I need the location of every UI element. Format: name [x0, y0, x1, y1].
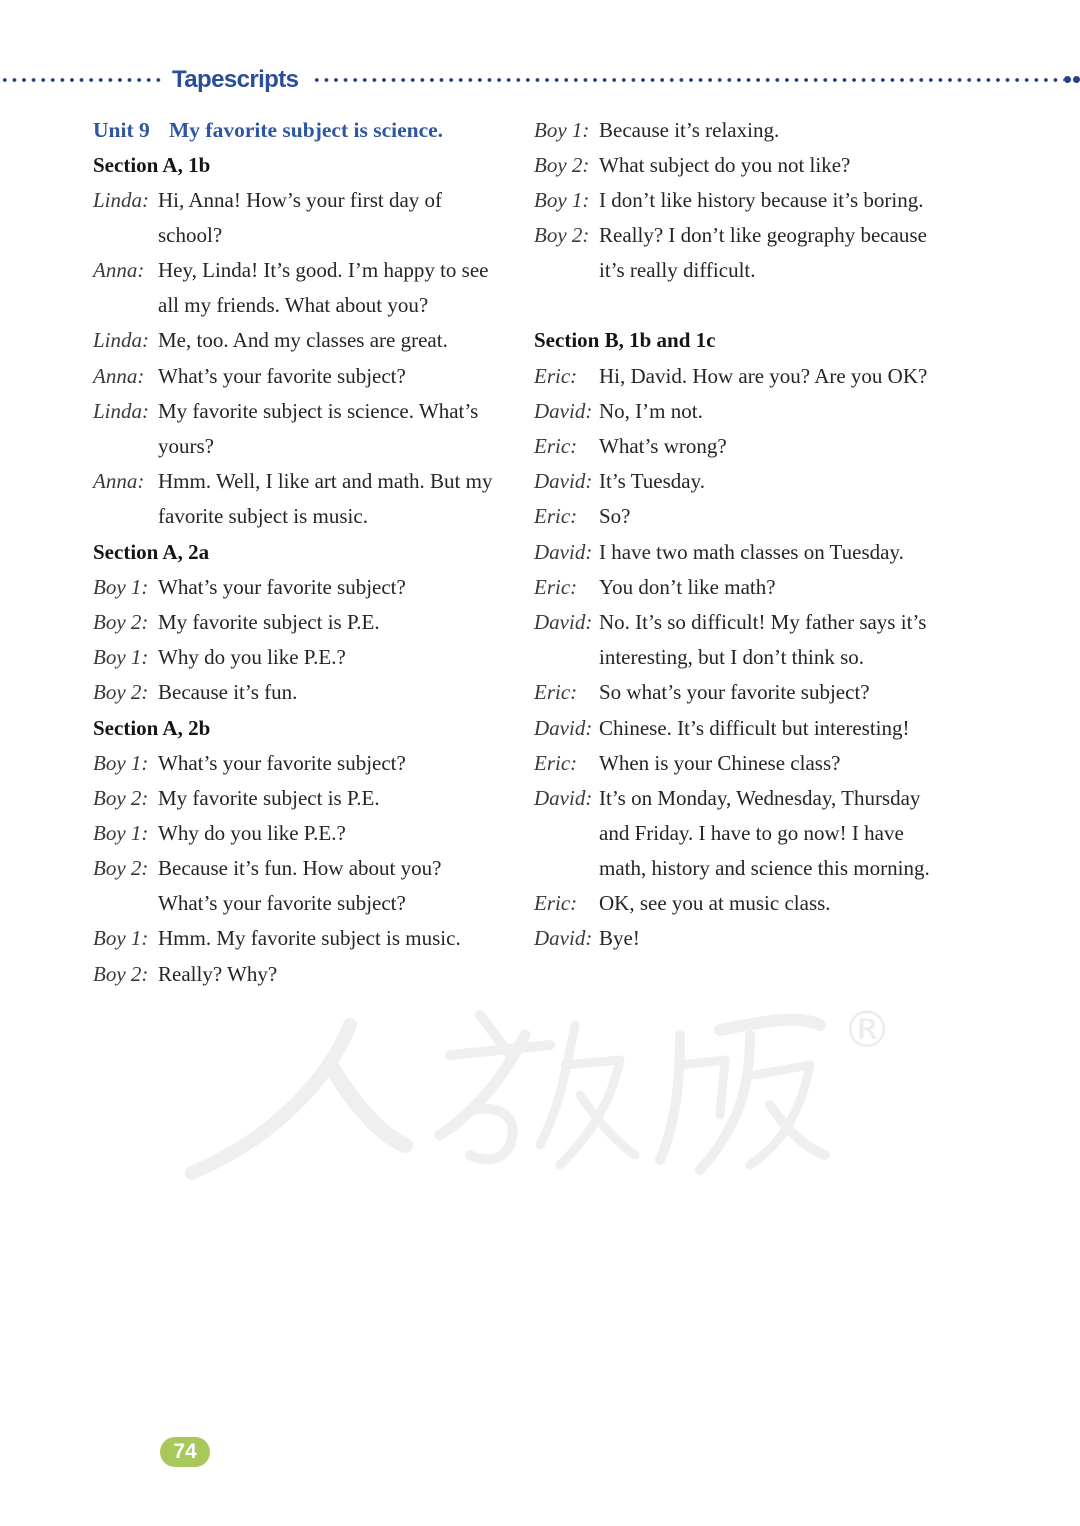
- speaker-label: Boy 1:: [93, 575, 149, 599]
- speaker-label: David:: [534, 540, 593, 564]
- speaker-label: Boy 1:: [93, 645, 149, 669]
- dialogue-line: Me, too. And my classes are great.: [158, 328, 448, 352]
- speaker-label: David:: [534, 469, 593, 493]
- dialogue-line: Because it’s relaxing.: [599, 118, 780, 142]
- speaker-label: Boy 1:: [93, 926, 149, 950]
- unit-number: Unit 9: [93, 118, 150, 142]
- dialogue-line: So?: [599, 504, 631, 528]
- section-heading: Section A, 1b: [93, 153, 211, 177]
- dialogue-line: Really? Why?: [158, 962, 278, 986]
- speaker-label: Linda:: [93, 328, 150, 352]
- speaker-label: Boy 2:: [534, 223, 590, 247]
- dialogue-line: I have two math classes on Tuesday.: [599, 540, 904, 564]
- dialogue-line: interesting, but I don’t think so.: [599, 645, 865, 669]
- speaker-label: Boy 2:: [93, 856, 149, 880]
- speaker-label: Eric:: [534, 891, 578, 915]
- publisher-watermark-icon: [180, 995, 900, 1185]
- dialogue-line: Bye!: [599, 926, 640, 950]
- dialogue-line: Hi, Anna! How’s your first day of: [158, 188, 443, 212]
- speaker-label: Boy 2:: [93, 680, 149, 704]
- dialogue-line: yours?: [158, 434, 214, 458]
- speaker-label: Eric:: [534, 364, 578, 388]
- speaker-label: Anna:: [93, 364, 145, 388]
- dialogue-line: What’s your favorite subject?: [158, 891, 406, 915]
- speaker-label: Boy 2:: [93, 786, 149, 810]
- dialogue-line: Because it’s fun.: [158, 680, 298, 704]
- dialogue-line: and Friday. I have to go now! I have: [599, 821, 904, 845]
- dialogue-line: It’s on Monday, Wednesday, Thursday: [599, 786, 921, 810]
- speaker-label: Eric:: [534, 504, 578, 528]
- dialogue-line: school?: [158, 223, 223, 247]
- dialogue-line: My favorite subject is science. What’s: [158, 399, 479, 423]
- speaker-label: Linda:: [93, 188, 150, 212]
- dialogue-line: Hmm. Well, I like art and math. But my: [158, 469, 493, 493]
- speaker-label: Boy 1:: [93, 821, 149, 845]
- dialogue-line: What’s your favorite subject?: [158, 364, 406, 388]
- header-rule-end-dot: [1073, 76, 1080, 83]
- dialogue-line: No. It’s so difficult! My father says it’s: [599, 610, 927, 634]
- speaker-label: Anna:: [93, 258, 145, 282]
- dialogue-line: Really? I don’t like geography because: [599, 223, 927, 247]
- dialogue-line: My favorite subject is P.E.: [158, 610, 380, 634]
- speaker-label: Linda:: [93, 399, 150, 423]
- dialogue-line: So what’s your favorite subject?: [599, 680, 870, 704]
- dialogue-line: My favorite subject is P.E.: [158, 786, 380, 810]
- speaker-label: Boy 1:: [534, 188, 590, 212]
- section-heading: Section B, 1b and 1c: [534, 328, 716, 352]
- speaker-label: Boy 2:: [93, 962, 149, 986]
- speaker-label: Boy 2:: [93, 610, 149, 634]
- speaker-label: David:: [534, 610, 593, 634]
- speaker-label: Boy 1:: [534, 118, 590, 142]
- page-number-badge: 74: [160, 1437, 210, 1467]
- dialogue-line: Hi, David. How are you? Are you OK?: [599, 364, 928, 388]
- left-column: [93, 0, 513, 1000]
- dialogue-line: It’s Tuesday.: [599, 469, 705, 493]
- dialogue-line: What’s wrong?: [599, 434, 727, 458]
- dialogue-line: When is your Chinese class?: [599, 751, 841, 775]
- dialogue-line: You don’t like math?: [599, 575, 776, 599]
- page-header-title: Tapescripts: [172, 66, 299, 93]
- speaker-label: David:: [534, 716, 593, 740]
- right-column: [534, 0, 954, 1000]
- speaker-label: Eric:: [534, 434, 578, 458]
- dialogue-line: Why do you like P.E.?: [158, 821, 346, 845]
- dialogue-line: Because it’s fun. How about you?: [158, 856, 442, 880]
- dialogue-line: Hmm. My favorite subject is music.: [158, 926, 461, 950]
- speaker-label: David:: [534, 926, 593, 950]
- dialogue-line: favorite subject is music.: [158, 504, 368, 528]
- dialogue-line: What subject do you not like?: [599, 153, 851, 177]
- dialogue-line: I don’t like history because it’s boring.: [599, 188, 924, 212]
- speaker-label: David:: [534, 786, 593, 810]
- dialogue-line: Why do you like P.E.?: [158, 645, 346, 669]
- speaker-label: Boy 2:: [534, 153, 590, 177]
- section-heading: Section A, 2b: [93, 716, 211, 740]
- header-rule-end-dot: [1064, 76, 1071, 83]
- unit-title: My favorite subject is science.: [169, 118, 444, 142]
- speaker-label: Eric:: [534, 575, 578, 599]
- dialogue-line: What’s your favorite subject?: [158, 751, 406, 775]
- dialogue-line: it’s really difficult.: [599, 258, 756, 282]
- dialogue-line: all my friends. What about you?: [158, 293, 429, 317]
- speaker-label: Eric:: [534, 751, 578, 775]
- dialogue-line: math, history and science this morning.: [599, 856, 930, 880]
- dialogue-line: Hey, Linda! It’s good. I’m happy to see: [158, 258, 489, 282]
- registered-mark: ®: [842, 1001, 892, 1059]
- section-heading: Section A, 2a: [93, 540, 210, 564]
- dialogue-line: What’s your favorite subject?: [158, 575, 406, 599]
- speaker-label: Anna:: [93, 469, 145, 493]
- speaker-label: David:: [534, 399, 593, 423]
- speaker-label: Eric:: [534, 680, 578, 704]
- dialogue-line: No, I’m not.: [599, 399, 703, 423]
- speaker-label: Boy 1:: [93, 751, 149, 775]
- dialogue-line: Chinese. It’s difficult but interesting!: [599, 716, 910, 740]
- dialogue-line: OK, see you at music class.: [599, 891, 831, 915]
